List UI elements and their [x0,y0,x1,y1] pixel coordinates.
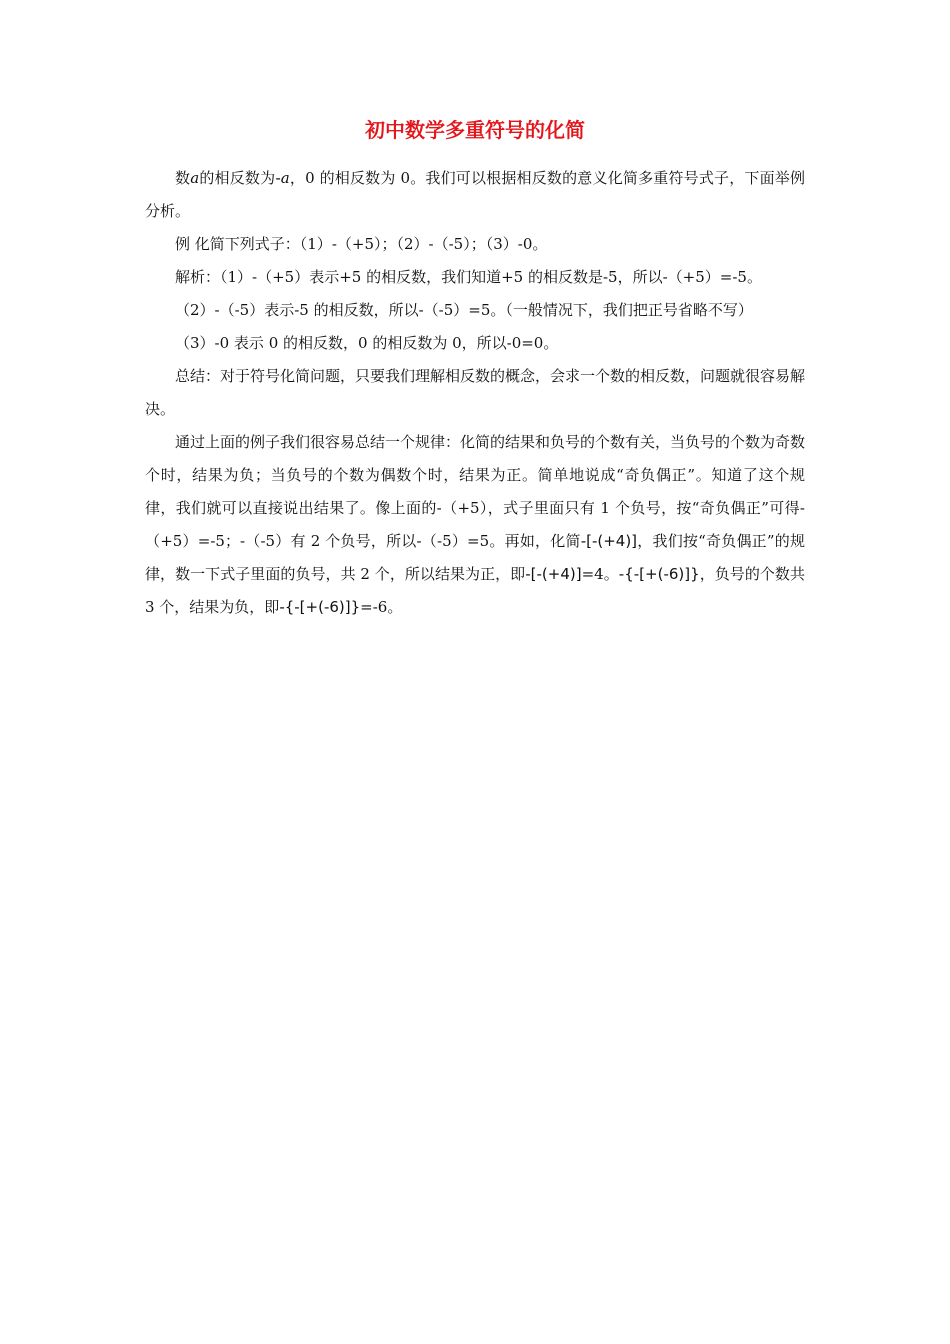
intro-text-b: 的相反数为 [199,169,276,187]
rule-text-c: =4。 [581,565,619,583]
paragraph-intro [145,162,805,228]
expression-1: -[-(+4)] [580,532,638,550]
document-body [145,162,805,624]
expression-2: -[-(+4)] [525,565,582,583]
rule-text-a: 通过上面的例子我们很容易总结一个规律：化简的结果和负号的个数有关，当负号的个数为奇数个时，结果为负；当负号的个数为偶数个时，结果为正。简单地说成“奇负偶正”。知道了这个规律，我们就可以直接说出结果了。像上面的-（+5），式子里面只有 1 个负号，按“奇负偶正”可得-（+5）=-5；-（-5）有 2 个负号，所以-（-5）=5。再如，化简 [145,433,806,550]
intro-text-c: ，0 的相反数为 0。我们可以根据相反数的意义化简多重符号式子，下面举例分析。 [145,169,805,220]
paragraph-analysis-1: 解析：（1）-（+5）表示+5 的相反数，我们知道+5 的相反数是-5，所以-（+5）=-5。 [175,268,762,286]
variable-a: a [190,169,200,187]
rule-text-b: ，我们按“奇负偶正”的规律，数一下式子里面的负号，共 2 个，所以结果为正，即 [145,532,805,583]
intro-text-a: 数 [175,169,191,187]
variable-a-negated: a [280,169,290,187]
rule-text-e: =-6。 [360,598,403,616]
paragraph-analysis-2: （2）-（-5）表示-5 的相反数，所以-（-5）=5。（一般情况下，我们把正号省略不写） [175,301,753,319]
paragraph-summary: 总结：对于符号化简问题，只要我们理解相反数的概念，会求一个数的相反数，问题就很容易解决。 [145,367,806,418]
paragraph-analysis-3: （3）-0 表示 0 的相反数，0 的相反数为 0，所以-0=0。 [175,334,559,352]
minus-sign: - [275,169,281,187]
rule-text-d: ，负号的个数共 3 个，结果为负，即 [145,565,805,616]
document-title: 初中数学多重符号的化简 [365,118,585,142]
paragraph-example: 例 化简下列式子：（1）-（+5）；（2）-（-5）；（3）-0。 [175,235,548,253]
expression-4: -{-[+(-6)]} [279,598,361,616]
expression-3: -{-[+(-6)]} [618,565,700,583]
paragraph-rule [145,426,805,624]
